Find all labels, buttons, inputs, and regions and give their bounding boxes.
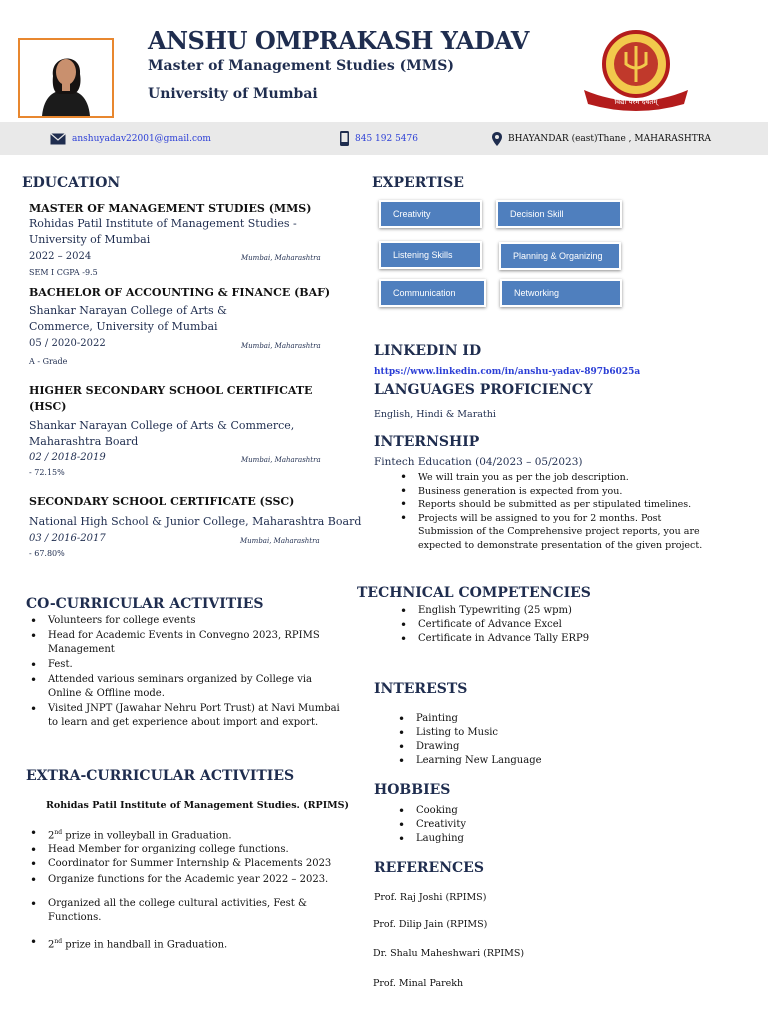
education-grade: - 72.15% — [29, 468, 65, 477]
list-item: • Certificate in Advance Tally ERP9 — [396, 632, 696, 646]
phone-icon — [340, 131, 349, 146]
internship-heading: INTERNSHIP — [374, 434, 480, 450]
education-date: 03 / 2016-2017 — [29, 533, 106, 544]
education-institution: National High School & Junior College, Maharashtra Board — [29, 515, 362, 528]
list-item: • Fest. — [26, 658, 348, 672]
location-pin-icon — [492, 132, 502, 146]
list-item: • Organized all the college cultural activities, Fest & Functions. — [26, 897, 352, 925]
internship-list — [396, 471, 706, 552]
education-title: HIGHER SECONDARY SCHOOL CERTIFICATE — [29, 384, 313, 397]
list-item: • Laughing — [394, 832, 594, 846]
list-item: • Creativity — [394, 818, 594, 832]
education-date: 02 / 2018-2019 — [29, 452, 106, 463]
extracurricular-heading: EXTRA-CURRICULAR ACTIVITIES — [26, 768, 295, 784]
hobbies-heading: HOBBIES — [374, 782, 451, 798]
list-item: • Visited JNPT (Jawahar Nehru Port Trust) at Navi Mumbai to learn and get experience about import and export. — [26, 702, 348, 730]
university-name: University of Mumbai — [148, 86, 318, 102]
education-grade: A - Grade — [29, 357, 68, 366]
svg-text:विद्या परम दैवतम्: विद्या परम दैवतम् — [614, 98, 658, 106]
references-heading: REFERENCES — [374, 860, 484, 876]
profile-photo — [18, 38, 114, 118]
education-location: Mumbai, Maharashtra — [241, 456, 321, 464]
list-item: • Projects will be assigned to you for 2 months. Post Submission of the Comprehensive project reports, you are expected to demonstrate presentation of the given project. — [396, 512, 706, 553]
contact-bar — [0, 122, 768, 155]
candidate-name: ANSHU OMPRAKASH YADAV — [148, 26, 529, 55]
address-item — [492, 122, 711, 155]
list-item: • Attended various seminars organized by College via Online & Offline mode. — [26, 673, 348, 701]
skill-decision: Decision Skill — [496, 200, 622, 228]
list-item: • Cooking — [394, 804, 594, 818]
list-item: • Certificate of Advance Excel — [396, 618, 696, 632]
list-item: • Head for Academic Events in Convegno 2023, RPIMS Management — [26, 629, 348, 657]
education-date: 2022 – 2024 — [29, 251, 92, 262]
education-location: Mumbai, Maharashtra — [241, 254, 321, 262]
technical-list — [396, 604, 696, 646]
education-title: BACHELOR OF ACCOUNTING & FINANCE (BAF) — [29, 286, 331, 299]
skill-networking: Networking — [500, 279, 622, 307]
list-item: • Listing to Music — [394, 726, 654, 740]
list-item: • Coordinator for Summer Internship & Placements 2023 — [26, 857, 352, 871]
reference-item: Prof. Raj Joshi (RPIMS) — [374, 892, 487, 903]
hobbies-list — [394, 804, 594, 846]
extracurricular-list — [26, 826, 352, 953]
trust-logo — [578, 26, 694, 112]
education-title: MASTER OF MANAGEMENT STUDIES (MMS) — [29, 202, 312, 215]
education-heading: EDUCATION — [22, 175, 121, 191]
address-text: BHAYANDAR (east)Thane , MAHARASHTRA — [508, 133, 712, 144]
education-institution: Shankar Narayan College of Arts & Commerce, University of Mumbai — [29, 304, 227, 333]
languages-text: English, Hindi & Marathi — [374, 409, 496, 420]
mail-icon — [50, 133, 66, 145]
cocurricular-heading: CO-CURRICULAR ACTIVITIES — [26, 596, 264, 612]
list-item: • Volunteers for college events — [26, 614, 348, 628]
cocurricular-list — [26, 614, 348, 730]
education-title-abbr: (HSC) — [29, 400, 67, 413]
skill-communication: Communication — [379, 279, 486, 307]
education-grade: SEM I CGPA -9.5 — [29, 268, 98, 277]
list-item: • 2nd prize in volleyball in Graduation. — [26, 826, 352, 843]
education-location: Mumbai, Maharashtra — [240, 537, 320, 545]
reference-item: Dr. Shalu Maheshwari (RPIMS) — [373, 948, 525, 959]
skill-planning: Planning & Organizing — [499, 242, 621, 270]
education-institution: Shankar Narayan College of Arts & Commerce, Maharashtra Board — [29, 419, 295, 448]
list-item: • We will train you as per the job description. — [396, 471, 706, 485]
list-item: • Head Member for organizing college functions. — [26, 843, 352, 857]
education-grade: - 67.80% — [29, 549, 65, 558]
phone-text[interactable]: 845 192 5476 — [355, 133, 418, 144]
extracurricular-institute: Rohidas Patil Institute of Management Studies. (RPIMS) — [46, 800, 350, 811]
degree-title: Master of Management Studies (MMS) — [148, 58, 454, 74]
internship-org: Fintech Education (04/2023 – 05/2023) — [374, 456, 583, 468]
reference-item: Prof. Minal Parekh — [373, 978, 464, 989]
languages-heading: LANGUAGES PROFICIENCY — [374, 382, 593, 398]
interests-list — [394, 712, 654, 768]
list-item: • Painting — [394, 712, 654, 726]
phone-item[interactable] — [340, 122, 418, 155]
list-item: • English Typewriting (25 wpm) — [396, 604, 696, 618]
education-location: Mumbai, Maharashtra — [241, 342, 321, 350]
list-item: • 2nd prize in handball in Graduation. — [26, 935, 352, 952]
education-title: SECONDARY SCHOOL CERTIFICATE (SSC) — [29, 495, 295, 508]
linkedin-link[interactable]: https://www.linkedin.com/in/anshu-yadav-897b6025a — [374, 367, 641, 377]
reference-item: Prof. Dilip Jain (RPIMS) — [373, 919, 488, 930]
skill-listening: Listening Skills — [379, 241, 482, 269]
skill-creativity: Creativity — [379, 200, 482, 228]
list-item: • Drawing — [394, 740, 654, 754]
list-item: • Business generation is expected from you. — [396, 485, 706, 499]
expertise-heading: EXPERTISE — [372, 175, 464, 191]
education-institution: Rohidas Patil Institute of Management Studies - University of Mumbai — [29, 217, 297, 246]
technical-heading: TECHNICAL COMPETENCIES — [357, 585, 591, 601]
education-date: 05 / 2020-2022 — [29, 338, 106, 349]
list-item: • Reports should be submitted as per stipulated timelines. — [396, 498, 706, 512]
email-text[interactable]: anshuyadav22001@gmail.com — [72, 133, 211, 144]
list-item: • Learning New Language — [394, 754, 654, 768]
list-item: • Organize functions for the Academic year 2022 – 2023. — [26, 873, 352, 887]
linkedin-heading: LINKEDIN ID — [374, 343, 482, 359]
email-item[interactable] — [50, 122, 211, 155]
interests-heading: INTERESTS — [374, 681, 468, 697]
